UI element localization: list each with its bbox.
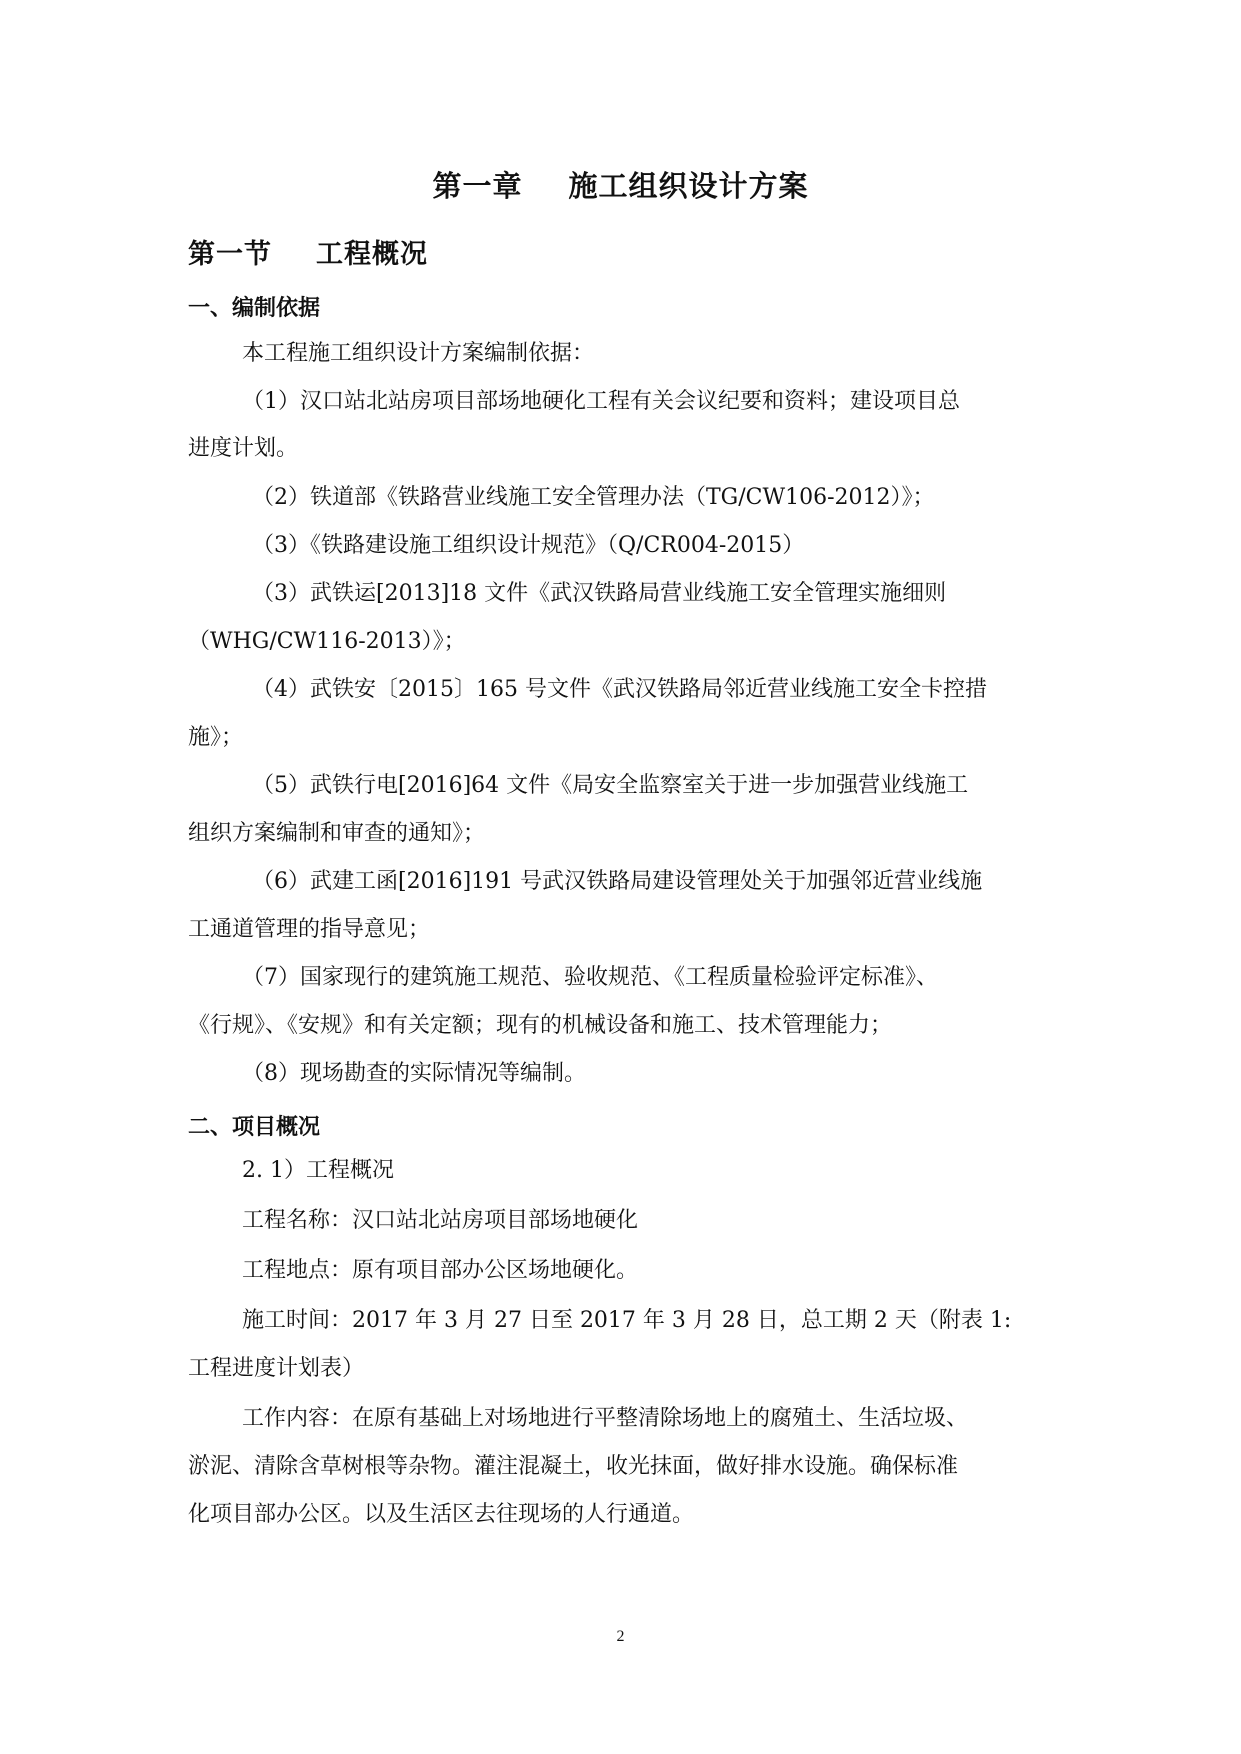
section-name: 工程概况 xyxy=(316,239,428,270)
section-title xyxy=(188,232,428,271)
basis-item-7-line2: 工通道管理的指导意见； xyxy=(188,917,431,942)
project-content-line1: 工作内容：在原有基础上对场地进行平整清除场地上的腐殖土、生活垃圾、 xyxy=(242,1406,969,1431)
basis-item-2: （2）铁道部《铁路营业线施工安全管理办法（TG/CW106-2012）》； xyxy=(252,485,935,510)
basis-item-7-line1: （6）武建工函[2016]191 号武汉铁路局建设管理处关于加强邻近营业线施 xyxy=(252,869,983,894)
basis-item-4-line2: （WHG/CW116-2013）》； xyxy=(188,629,466,654)
heading-overview: 二、项目概况 xyxy=(188,1115,321,1140)
basis-item-9: （8）现场勘查的实际情况等编制。 xyxy=(242,1061,586,1086)
project-content-line2: 淤泥、清除含草树根等杂物。灌注混凝土，收光抹面，做好排水设施。确保标准 xyxy=(188,1454,959,1479)
basis-item-5-line2: 施》； xyxy=(188,725,244,750)
basis-item-1-line2: 进度计划。 xyxy=(188,436,299,461)
basis-item-8-line1: （7）国家现行的建筑施工规范、验收规范、《工程质量检验评定标准》、 xyxy=(242,965,938,990)
basis-item-3: （3）《铁路建设施工组织设计规范》（Q/CR004-2015） xyxy=(252,533,805,558)
overview-subheading: 2. 1）工程概况 xyxy=(242,1158,394,1183)
chapter-label: 第一章 xyxy=(432,169,523,203)
project-time-line1: 施工时间：2017 年 3 月 27 日至 2017 年 3 月 28 日，总工期 2 天（附表 1: xyxy=(242,1308,1012,1333)
basis-item-8-line2: 《行规》、《安规》和有关定额；现有的机械设备和施工、技术管理能力； xyxy=(188,1013,893,1038)
project-time-line2: 工程进度计划表） xyxy=(188,1356,365,1381)
basis-item-1-line1: （1）汉口站北站房项目部场地硬化工程有关会议纪要和资料；建设项目总 xyxy=(242,389,960,414)
basis-item-6-line2: 组织方案编制和审查的通知》； xyxy=(188,821,486,846)
basis-item-6-line1: （5）武铁行电[2016]64 文件《局安全监察室关于进一步加强营业线施工 xyxy=(252,773,969,798)
project-name: 工程名称：汉口站北站房项目部场地硬化 xyxy=(242,1208,639,1233)
basis-intro: 本工程施工组织设计方案编制依据： xyxy=(242,341,595,366)
project-location: 工程地点：原有项目部办公区场地硬化。 xyxy=(242,1258,639,1283)
page-number: 2 xyxy=(616,1628,625,1645)
basis-item-4-line1: （3）武铁运[2013]18 文件《武汉铁路局营业线施工安全管理实施细则 xyxy=(252,581,947,606)
heading-basis: 一、编制依据 xyxy=(188,296,321,321)
chapter-title xyxy=(0,164,1241,205)
basis-item-5-line1: （4）武铁安〔2015〕165 号文件《武汉铁路局邻近营业线施工安全卡控措 xyxy=(252,677,987,702)
section-label: 第一节 xyxy=(188,239,272,270)
chapter-name: 施工组织设计方案 xyxy=(568,169,809,203)
project-content-line3: 化项目部办公区。以及生活区去往现场的人行通道。 xyxy=(188,1502,695,1527)
